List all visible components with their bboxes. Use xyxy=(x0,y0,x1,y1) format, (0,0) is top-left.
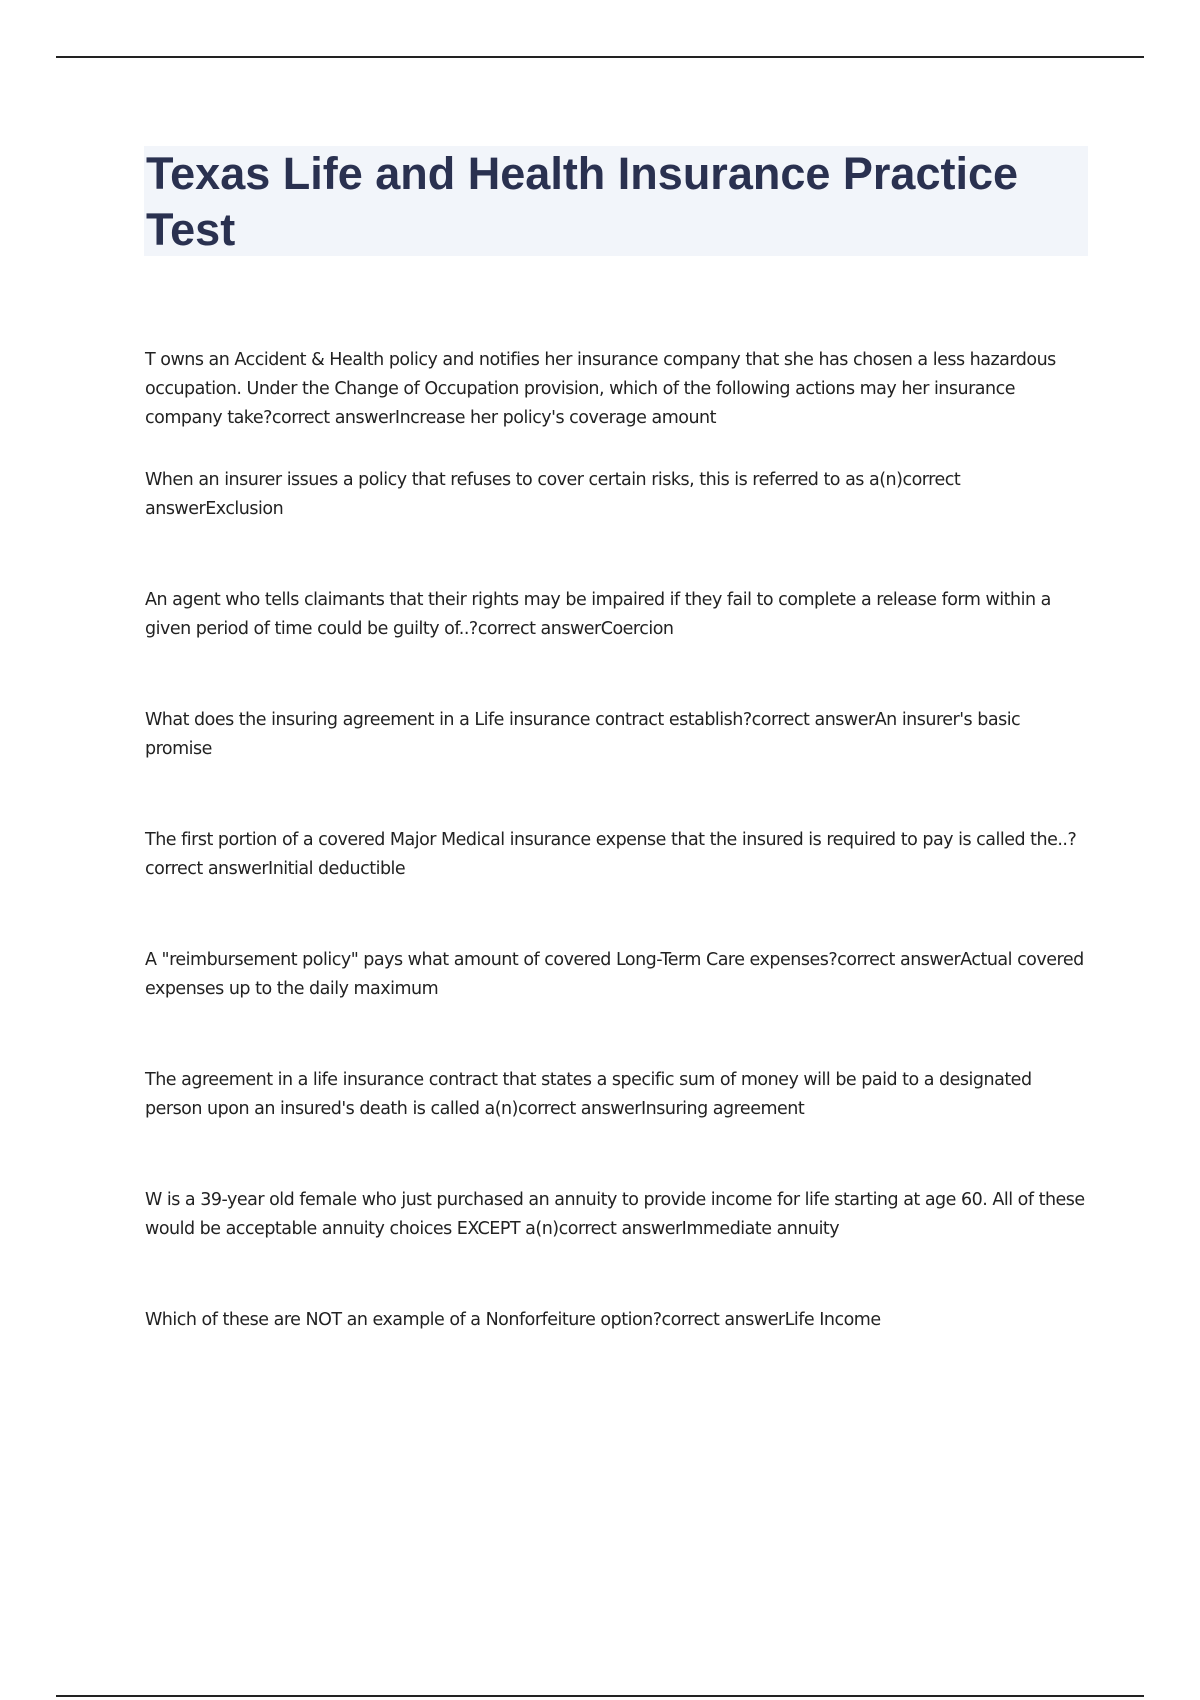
page-title: Texas Life and Health Insurance Practice Test xyxy=(146,148,1019,255)
question-answer-item: Which of these are NOT an example of a Nonforfeiture option?correct answerLife Income xyxy=(145,1310,881,1330)
question-answer-item: T owns an Accident & Health policy and notifies her insurance company that she has chosen a less hazardous occupation. Under the Change of Occupation provision, which of the following actions may her insurance company take?correct answerIncrease her policy's coverage amount xyxy=(145,350,1056,428)
question-answer-item: The agreement in a life insurance contract that states a specific sum of money will be paid to a designated person upon an insured's death is called a(n)correct answerInsuring agreement xyxy=(145,1070,1032,1119)
question-answer-item: When an insurer issues a policy that refuses to cover certain risks, this is referred to as a(n)correct answerExclusion xyxy=(145,470,961,519)
bottom-rule xyxy=(56,1695,1144,1697)
question-answer-item: What does the insuring agreement in a Life insurance contract establish?correct answerAn insurer's basic promise xyxy=(145,710,1021,759)
question-answer-item: A "reimbursement policy" pays what amount of covered Long-Term Care expenses?correct answerActual covered expenses up to the daily maximum xyxy=(145,950,1084,999)
question-answer-item: The first portion of a covered Major Medical insurance expense that the insured is required to pay is called the..?correct answerInitial deductible xyxy=(145,830,1077,879)
question-answer-item: An agent who tells claimants that their rights may be impaired if they fail to complete a release form within a given period of time could be guilty of..?correct answerCoercion xyxy=(145,590,1051,639)
top-rule xyxy=(56,56,1144,58)
title-banner xyxy=(144,146,1088,256)
question-list xyxy=(145,346,1090,1426)
question-answer-item: W is a 39-year old female who just purchased an annuity to provide income for life starting at age 60. All of these would be acceptable annuity choices EXCEPT a(n)correct answerImmediate annuity xyxy=(145,1190,1085,1239)
